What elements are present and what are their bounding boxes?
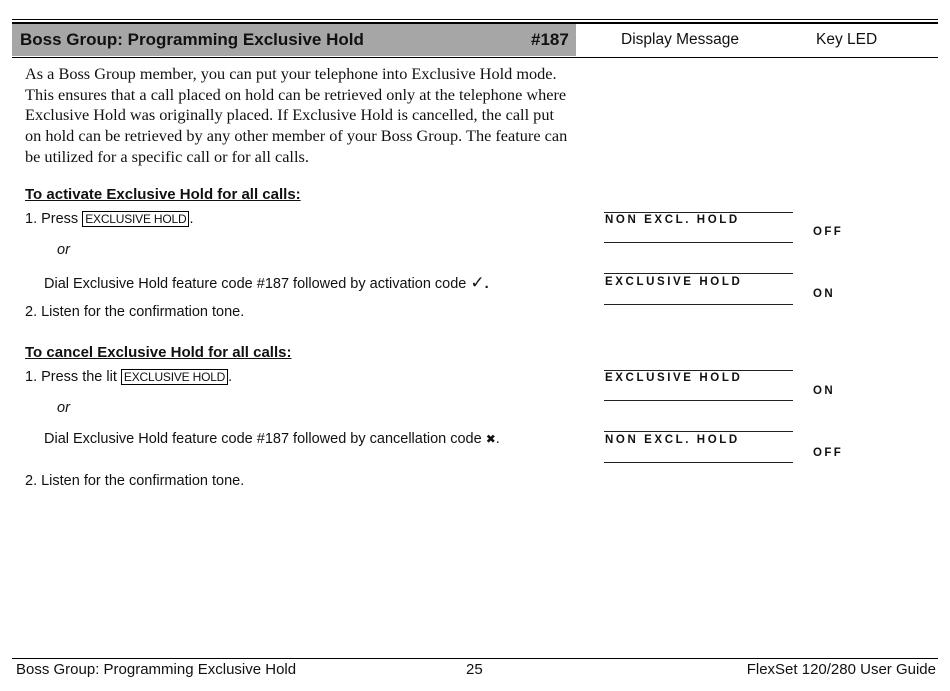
activate-display-1: NON EXCL. HOLD — [605, 214, 740, 226]
activate-heading: To activate Exclusive Hold for all calls: — [25, 186, 301, 203]
cancel-display-2: NON EXCL. HOLD — [605, 434, 740, 446]
display-line — [604, 273, 793, 274]
cancel-dial-period: . — [495, 431, 500, 447]
activate-dial-text: Dial Exclusive Hold feature code #187 followed by activation code — [44, 276, 467, 292]
footer-rule — [12, 658, 938, 659]
activate-step-2: 2. Listen for the confirmation tone. — [25, 304, 245, 320]
top-rule-1 — [12, 19, 938, 20]
activate-led-2: ON — [813, 288, 836, 300]
exclusive-hold-key: EXCLUSIVE HOLD — [121, 369, 228, 385]
activate-step-1 — [25, 211, 193, 227]
display-line — [604, 370, 793, 371]
display-line — [604, 431, 793, 432]
activate-led-1: OFF — [813, 226, 844, 238]
header-bottom-rule — [12, 57, 938, 58]
footer-guide-title: FlexSet 120/280 User Guide — [746, 661, 936, 678]
activate-step-1-period: . — [189, 211, 194, 227]
display-line — [604, 400, 793, 401]
display-line — [604, 242, 793, 243]
display-line — [604, 462, 793, 463]
activate-step-1-text: 1. Press — [25, 211, 79, 227]
intro-paragraph: As a Boss Group member, you can put your telephone into Exclusive Hold mode. This ensures that a call placed on hold can be retrieved only at the telephone where Exclusive Hold was originally placed. If Exclusive Hold is cancelled, the call put on hold can be retrieved by any other member of your Boss Group. The feature can be utilized for a specific call or for all calls. — [25, 64, 568, 166]
display-message-column-header: Display Message — [621, 31, 740, 48]
cancel-step-2: 2. Listen for the confirmation tone. — [25, 473, 245, 489]
cancel-step-1-text: 1. Press the lit — [25, 369, 117, 385]
cancel-step-1 — [25, 369, 232, 385]
cancel-display-1: EXCLUSIVE HOLD — [605, 372, 743, 384]
cancel-or: or — [57, 400, 70, 416]
activate-or: or — [57, 242, 70, 258]
cancel-dial-step — [44, 431, 500, 447]
cancel-dial-text: Dial Exclusive Hold feature code #187 followed by cancellation code — [44, 431, 482, 447]
activate-display-2: EXCLUSIVE HOLD — [605, 276, 743, 288]
activate-dial-period: . — [484, 276, 489, 292]
display-line — [604, 304, 793, 305]
footer-section-title: Boss Group: Programming Exclusive Hold — [16, 661, 297, 678]
page-number: 25 — [466, 661, 483, 678]
exclusive-hold-key: EXCLUSIVE HOLD — [82, 211, 189, 227]
cancel-led-2: OFF — [813, 447, 844, 459]
x-icon: ✖ — [485, 432, 496, 446]
key-led-column-header: Key LED — [816, 31, 878, 48]
display-line — [604, 212, 793, 213]
feature-code: #187 — [531, 30, 569, 49]
activate-dial-step — [44, 273, 489, 293]
cancel-led-1: ON — [813, 385, 836, 397]
check-icon: ✓ — [470, 273, 485, 292]
cancel-step-1-period: . — [228, 369, 233, 385]
page-title: Boss Group: Programming Exclusive Hold — [20, 30, 364, 49]
cancel-heading: To cancel Exclusive Hold for all calls: — [25, 344, 292, 361]
